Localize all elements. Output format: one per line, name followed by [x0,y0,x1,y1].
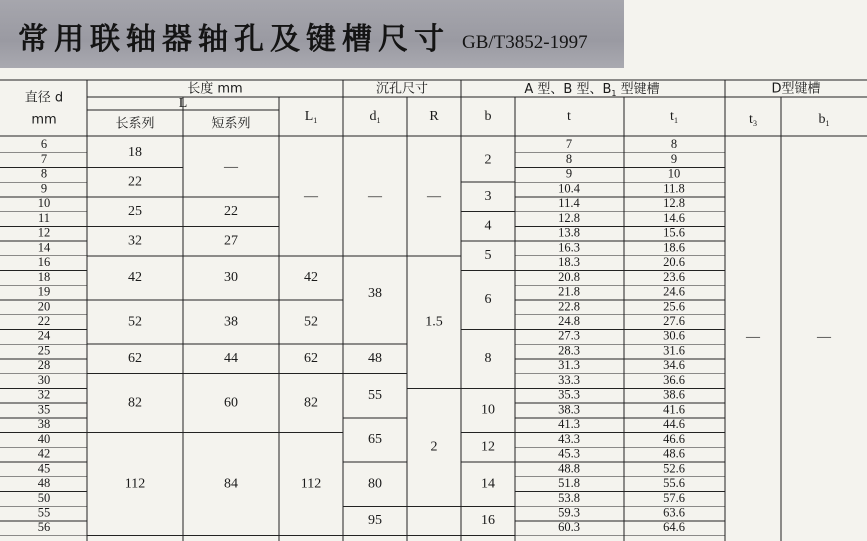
short-series-cell: 38 [224,314,238,330]
t3-header [749,112,757,128]
L-header: L [178,96,188,112]
t-cell: 13.8 [558,225,580,240]
t-cell: 24.8 [558,314,580,328]
t-cell: 20.8 [558,269,580,284]
t-cell: 33.3 [558,372,580,387]
R-cell: 2 [430,439,438,455]
diameter-header: 直径 d [24,90,64,106]
t-cell: 60.3 [558,520,580,535]
d1-header-main: d [369,109,377,125]
short-series-header: 短系列 [211,116,251,132]
t1-cell: 41.6 [663,402,685,417]
t-cell: 18.3 [558,255,580,270]
t-cell: 31.3 [558,358,580,373]
b-cell: 8 [484,351,492,367]
b1-cell: — [817,329,831,345]
t3-cell: — [746,329,760,345]
b-cell: 5 [484,248,492,264]
diameter-cell: 7 [40,151,48,166]
diameter-cell: 45 [37,461,51,476]
diameter-cell: 38 [37,417,51,432]
diameter-cell: 24 [37,328,51,343]
t1-cell: 31.6 [663,343,685,358]
t3-header-main: t [749,112,753,128]
L1-cell: — [304,189,318,205]
keyway-group-header-sub: 1 [611,88,617,98]
t1-cell: 11.8 [663,181,685,196]
t1-cell: 64.6 [663,520,685,535]
t3-header-sub: 3 [752,118,757,128]
long-series-cell: 18 [128,144,142,160]
long-series-cell: 25 [128,203,142,219]
R-cell: 1.5 [425,314,443,330]
t1-cell: 27.6 [663,314,685,328]
t1-cell: 8 [670,137,678,152]
diameter-cell: 35 [37,402,51,417]
t-cell: 53.8 [558,490,580,505]
L1-header-sub: 1 [313,115,318,125]
d1-header [370,109,381,125]
R-header: R [429,109,439,125]
short-series-cell: 84 [224,476,238,492]
t-cell: 21.8 [558,284,580,299]
t-cell: 48.8 [558,461,580,476]
diameter-cell: 42 [37,446,51,461]
t-header: t [567,109,571,125]
short-series-cell: 27 [224,233,238,249]
t1-cell: 46.6 [663,431,685,446]
t1-cell: 55.6 [663,476,685,491]
diameter-cell: 10 [37,196,51,211]
t1-cell: 52.6 [663,461,685,476]
short-series-cell: 30 [224,270,238,286]
t1-header-sub: 1 [673,115,678,125]
t1-cell: 30.6 [663,328,685,343]
t1-cell: 24.6 [663,284,685,299]
t-cell: 16.3 [558,240,580,255]
d1-cell: 80 [368,476,382,492]
diameter-cell: 8 [40,166,48,181]
d1-cell: — [368,189,382,205]
diameter-cell: 11 [37,210,51,225]
L1-cell: 52 [304,314,318,330]
d1-cell: 95 [368,513,382,529]
diameter-cell: 25 [37,343,51,358]
keyway-group-header [524,81,659,98]
t-cell: 27.3 [558,328,580,343]
t1-cell: 9 [670,151,678,166]
diameter-unit-header: mm [31,112,57,128]
page-title: 常用联轴器轴孔及键槽尺寸 [18,22,450,57]
t1-cell: 10 [667,166,681,181]
d1-cell: 55 [368,387,382,403]
length-group-header: 长度 mm [187,81,243,97]
diameter-cell: 12 [37,225,51,240]
L1-cell: 62 [304,351,318,367]
t1-cell: 18.6 [663,240,685,255]
diameter-cell: 18 [37,269,51,284]
t-cell: 22.8 [558,299,580,314]
t1-cell: 48.6 [663,446,685,461]
d1-cell: 48 [368,351,382,367]
R-cell: — [427,189,441,205]
diameter-cell: 28 [37,358,51,373]
short-series-cell: — [224,159,238,175]
t-cell: 11.4 [558,196,580,211]
t-cell: 51.8 [558,476,580,491]
counterbore-group-header: 沉孔尺寸 [375,81,429,97]
L1-cell: 112 [300,476,322,492]
b-cell: 16 [481,513,495,529]
d-keyway-group-header: D型键槽 [771,81,821,97]
b-cell: 6 [484,292,492,308]
t1-header [670,109,678,125]
b-cell: 2 [484,152,492,168]
d1-cell: 38 [368,286,382,302]
t-cell: 12.8 [558,210,580,225]
diameter-cell: 19 [37,284,51,299]
long-series-cell: 22 [128,174,142,190]
diameter-cell: 16 [37,255,51,270]
t-cell: 59.3 [558,505,580,520]
t-cell: 8 [565,151,573,166]
t-cell: 9 [565,166,573,181]
t-cell: 45.3 [558,446,580,461]
t1-cell: 36.6 [663,372,685,387]
diameter-cell: 50 [37,490,51,505]
t-cell: 41.3 [558,417,580,432]
t1-cell: 44.6 [663,417,685,432]
d1-cell: 65 [368,432,382,448]
diameter-cell: 48 [37,476,51,491]
t1-cell: 20.6 [663,255,685,270]
diameter-cell: 40 [37,431,51,446]
b-cell: 4 [484,218,492,234]
diameter-cell: 22 [37,314,51,328]
long-series-cell: 82 [128,395,142,411]
b-cell: 3 [484,189,492,205]
long-series-header: 长系列 [115,116,155,132]
t-cell: 7 [565,137,573,152]
short-series-cell: 60 [224,395,238,411]
diameter-cell: 14 [37,240,51,255]
diameter-cell: 20 [37,299,51,314]
long-series-cell: 32 [128,233,142,249]
long-series-cell: 62 [128,351,142,367]
L1-cell: 42 [304,270,318,286]
b1-header-main: b [818,112,826,128]
b1-header [819,112,830,128]
long-series-cell: 52 [128,314,142,330]
t1-cell: 12.8 [663,196,685,211]
keyway-group-header-main: A 型、B 型、B [524,81,612,97]
diameter-cell: 56 [37,520,51,535]
b-header: b [484,109,492,125]
t-cell: 10.4 [558,181,580,196]
b1-header-sub: 1 [825,118,830,128]
keyway-group-header-tail: 型键槽 [616,81,660,97]
t1-cell: 63.6 [663,505,685,520]
t1-cell: 25.6 [663,299,685,314]
t-cell: 28.3 [558,343,580,358]
long-series-cell: 112 [124,476,146,492]
t1-cell: 57.6 [663,490,685,505]
t1-cell: 15.6 [663,225,685,240]
L1-cell: 82 [304,395,318,411]
d1-header-sub: 1 [376,115,381,125]
diameter-cell: 9 [40,181,48,196]
L1-header-main: L [304,109,314,125]
t1-cell: 23.6 [663,269,685,284]
L1-header [305,109,318,125]
b-cell: 12 [481,439,495,455]
t1-cell: 34.6 [663,358,685,373]
short-series-cell: 22 [224,203,238,219]
b-cell: 14 [481,476,495,492]
standard-number: GB/T3852-1997 [462,32,588,53]
diameter-cell: 6 [40,137,48,152]
t1-cell: 38.6 [663,387,685,402]
diameter-cell: 55 [37,505,51,520]
t-cell: 38.3 [558,402,580,417]
long-series-cell: 42 [128,270,142,286]
t-cell: 43.3 [558,431,580,446]
short-series-cell: 44 [224,351,238,367]
diameter-cell: 32 [37,387,51,402]
diameter-cell: 30 [37,372,51,387]
t1-header-main: t [670,109,674,125]
b-cell: 10 [481,402,495,418]
t1-cell: 14.6 [663,210,685,225]
t-cell: 35.3 [558,387,580,402]
